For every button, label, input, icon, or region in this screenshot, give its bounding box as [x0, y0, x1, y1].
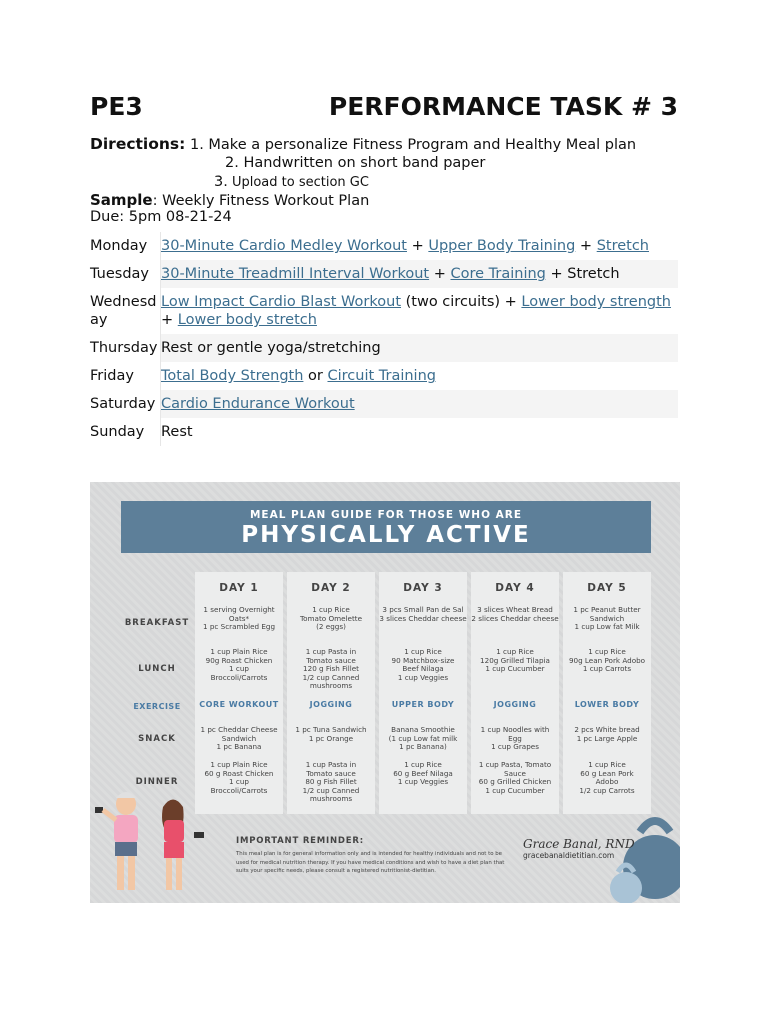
schedule-day: Friday: [90, 368, 134, 384]
author-website: gracebanaldietitian.com: [523, 851, 615, 860]
meal-row-label: DINNER: [135, 777, 179, 787]
schedule-day: Saturday: [90, 390, 160, 418]
schedule-activities: [160, 260, 678, 288]
meal-cell-line: Broccoli/Carrots: [210, 672, 268, 682]
meal-cell-line: 1/2 cup Canned: [302, 672, 360, 682]
meal-cell-line: 1 cup: [229, 777, 249, 787]
activity-text: +: [429, 266, 451, 282]
sample-text: : Weekly Fitness Workout Plan: [152, 193, 370, 209]
meal-cell-line: 1 cup Cucumber: [485, 785, 545, 795]
meal-cell-snack: [195, 726, 283, 752]
meal-cell-line: 1/2 cup Canned: [302, 785, 360, 795]
meal-cell-dinner: [563, 761, 651, 795]
meal-cell-line: 120g Grilled Tilapia: [480, 655, 550, 665]
meal-cell-line: 60 g Beef Nilaga: [393, 768, 453, 778]
meal-cell-line: 1 cup Rice: [588, 760, 626, 769]
meal-cell-snack: [471, 726, 559, 752]
schedule-row-monday: [90, 232, 678, 260]
meal-cell-exercise: [471, 701, 559, 710]
meal-cell-line: Banana Smoothie: [391, 725, 455, 734]
meal-cell-snack: [379, 726, 467, 752]
meal-cell-exercise: [287, 701, 375, 710]
meal-cell-line: 1/2 cup Carrots: [579, 785, 635, 795]
schedule-activities: [160, 334, 678, 362]
directions: [90, 135, 678, 190]
meal-cell-breakfast: [287, 606, 375, 632]
meal-cell-line: 2 slices Cheddar cheese: [471, 613, 559, 623]
sample-line: [90, 191, 369, 210]
activity-text: +: [406, 238, 429, 254]
activity-text: + Stretch: [545, 266, 620, 282]
meal-cell-line: 1 pc Tuna Sandwich: [295, 725, 367, 734]
course-code: PE3: [90, 92, 143, 121]
day-header: DAY 4: [495, 582, 535, 594]
task-title: PERFORMANCE TASK # 3: [328, 92, 678, 121]
workout-link[interactable]: 30-Minute Cardio Medley Workout: [161, 238, 407, 254]
important-reminder: [236, 836, 506, 876]
workout-link[interactable]: Upper Body Training: [428, 238, 576, 254]
meal-cell-line: 1 cup Noodles with: [480, 725, 550, 734]
meal-cell-line: 1 cup Veggies: [397, 672, 449, 682]
schedule-activities: [160, 418, 678, 446]
meal-cell-line: mushrooms: [309, 681, 353, 691]
meal-row-label: LUNCH: [138, 664, 176, 674]
schedule-row-thursday: [90, 334, 678, 362]
author-signature: [523, 837, 635, 860]
workout-link[interactable]: Total Body Strength: [161, 368, 304, 384]
meal-cell-breakfast: [195, 606, 283, 632]
workout-link[interactable]: Stretch: [596, 238, 649, 254]
day-header: DAY 2: [311, 582, 351, 594]
meal-cell-line: JOGGING: [309, 700, 353, 709]
schedule-row-friday: [90, 362, 678, 390]
meal-cell-line: mushrooms: [309, 794, 353, 804]
meal-cell-line: Egg: [508, 733, 522, 743]
meal-cell-breakfast: [471, 606, 559, 623]
schedule-day-part: Wednesd: [90, 294, 157, 310]
meal-cell-line: 1 pc Peanut Butter Sandwich: [573, 605, 641, 623]
meal-cell-line: 1 cup Cucumber: [485, 664, 545, 674]
meal-cell-line: 1 pc Large Apple: [576, 733, 638, 743]
meal-cell-line: UPPER BODY: [391, 700, 455, 709]
reminder-text: This meal plan is for general information only and is intended for healthy individuals and not to be used for medical nutrition therapy. If you have medical conditions and wish to have a diet plan that suits your specific needs, please consult a registered nutritionist-dietitian.: [236, 851, 505, 875]
meal-cell-dinner: [287, 761, 375, 804]
meal-cell-line: Beef Nilaga: [402, 664, 444, 674]
schedule-activities: [160, 362, 678, 390]
schedule-activities: [160, 390, 678, 418]
meal-cell-line: 60 g Grilled Chicken: [478, 777, 552, 787]
activity-text: or: [303, 368, 328, 384]
meal-cell-line: 1 cup Grapes: [491, 742, 539, 752]
meal-cell-line: (1 cup Low fat milk: [388, 733, 458, 743]
meal-cell-line: Sandwich: [221, 733, 257, 743]
schedule-day: Sunday: [90, 424, 145, 440]
workout-link[interactable]: 30-Minute Treadmill Interval Workout: [161, 266, 430, 282]
meal-cell-line: 1 cup Carrots: [582, 664, 632, 674]
meal-cell-breakfast: [563, 606, 651, 632]
meal-cell-line: JOGGING: [493, 700, 537, 709]
meal-cell-line: 1 cup: [229, 664, 249, 674]
meal-cell-line: 1 cup Rice: [404, 647, 442, 656]
meal-cell-line: Tomato Omelette: [299, 613, 363, 623]
meal-cell-line: 1 cup Plain Rice: [210, 647, 268, 656]
day-header: DAY 1: [219, 582, 259, 594]
meal-cell-line: 1 cup Pasta in: [305, 760, 357, 769]
schedule-day-part: ay: [90, 312, 108, 328]
meal-cell-line: 1 pc Orange: [308, 733, 354, 743]
workout-link[interactable]: Circuit Training: [327, 368, 436, 384]
day-header: DAY 5: [587, 582, 627, 594]
meal-cell-breakfast: [379, 606, 467, 623]
schedule-row-sunday: [90, 418, 678, 446]
meal-cell-line: 90g Lean Pork Adobo: [568, 655, 646, 665]
direction-item-3: 3. Upload to section GC: [214, 174, 369, 190]
meal-cell-line: 1 cup Rice: [496, 647, 534, 656]
meal-cell-dinner: [471, 761, 559, 795]
schedule-day: Tuesday: [90, 260, 160, 288]
meal-cell-exercise: [195, 701, 283, 710]
workout-link[interactable]: Lower body strength: [521, 294, 671, 310]
meal-plan-header: [121, 501, 651, 553]
meal-cell-lunch: [471, 648, 559, 674]
exercising-people-illustration: [90, 782, 220, 903]
meal-cell-line: 120 g Fish Fillet: [303, 664, 359, 674]
workout-link[interactable]: Lower body stretch: [177, 312, 317, 328]
meal-cell-line: 2 pcs White bread: [574, 725, 640, 734]
meal-cell-dinner: [379, 761, 467, 787]
meal-cell-line: CORE WORKOUT: [199, 700, 279, 709]
meal-cell-line: (2 eggs): [316, 622, 346, 632]
schedule-activities: [160, 232, 678, 260]
title-row: [90, 92, 678, 126]
due-date: Due: 5pm 08-21-24: [90, 209, 232, 225]
activity-text: +: [161, 312, 178, 328]
meal-cell-line: 1 cup Plain Rice: [210, 760, 268, 769]
meal-cell-line: 1 pc Scrambled Egg: [202, 622, 276, 632]
meal-cell-exercise: [563, 701, 651, 710]
meal-cell-lunch: [563, 648, 651, 674]
meal-cell-line: 1 cup Rice: [404, 760, 442, 769]
activity-text: +: [575, 238, 597, 254]
schedule-day: Thursday: [90, 334, 160, 362]
meal-cell-line: 60 g Roast Chicken: [204, 768, 274, 778]
meal-row-label: SNACK: [138, 734, 176, 744]
meal-cell-line: Adobo: [595, 777, 619, 787]
meal-row-label: EXERCISE: [133, 702, 181, 711]
meal-cell-line: LOWER BODY: [574, 700, 640, 709]
activity-text: Rest: [161, 424, 193, 440]
day-header: DAY 3: [403, 582, 443, 594]
meal-cell-line: 90g Roast Chicken: [205, 655, 273, 665]
direction-item-2: 2. Handwritten on short band paper: [225, 155, 486, 171]
reminder-title: IMPORTANT REMINDER:: [236, 836, 364, 846]
meal-cell-line: 1 cup Rice: [312, 605, 350, 614]
meal-cell-lunch: [287, 648, 375, 691]
meal-cell-line: 80 g Fish Fillet: [305, 777, 357, 787]
meal-cell-snack: [563, 726, 651, 743]
meal-cell-line: 1 cup Pasta in: [305, 647, 357, 656]
meal-cell-line: Tomato sauce: [306, 768, 356, 778]
meal-cell-line: 1 cup Veggies: [397, 777, 449, 787]
weekly-schedule-table: [90, 232, 678, 446]
activity-text: (two circuits) +: [401, 294, 522, 310]
meal-row-label: BREAKFAST: [124, 618, 190, 628]
sample-label: Sample: [90, 191, 153, 209]
directions-label: Directions:: [90, 135, 186, 153]
meal-cell-line: Broccoli/Carrots: [210, 785, 268, 795]
meal-cell-line: 1 cup Rice: [588, 647, 626, 656]
meal-cell-line: 60 g Lean Pork: [580, 768, 634, 778]
workout-link[interactable]: Cardio Endurance Workout: [161, 396, 355, 412]
meal-cell-line: 1 cup Low fat Milk: [574, 622, 640, 632]
meal-cell-lunch: [379, 648, 467, 682]
meal-cell-line: 1 pc Cheddar Cheese: [200, 725, 278, 734]
meal-cell-line: Sauce: [504, 768, 526, 778]
workout-link[interactable]: Core Training: [450, 266, 546, 282]
schedule-row-saturday: [90, 390, 678, 418]
workout-link[interactable]: Low Impact Cardio Blast Workout: [161, 294, 402, 310]
meal-cell-line: 3 slices Cheddar cheese: [379, 613, 467, 623]
schedule-day: [90, 288, 160, 334]
meal-cell-line: 1 pc Banana: [216, 742, 262, 752]
meal-cell-line: 90 Matchbox-size: [391, 655, 455, 665]
meal-cell-line: Tomato sauce: [306, 655, 356, 665]
meal-cell-line: 3 slices Wheat Bread: [477, 605, 553, 614]
meal-cell-lunch: [195, 648, 283, 682]
meal-cell-exercise: [379, 701, 467, 710]
meal-cell-line: 1 pc Banana): [399, 742, 447, 752]
meal-plan-title: PHYSICALLY ACTIVE: [241, 522, 531, 548]
meal-cell-snack: [287, 726, 375, 743]
author-name: Grace Banal, RND: [523, 837, 635, 851]
meal-cell-line: 1 cup Pasta, Tomato: [478, 760, 552, 769]
schedule-row-tuesday: [90, 260, 678, 288]
activity-text: Rest or gentle yoga/stretching: [161, 340, 381, 356]
meal-cell-line: 3 pcs Small Pan de Sal: [382, 605, 464, 614]
meal-plan-image: [90, 482, 680, 903]
schedule-day: Monday: [90, 238, 148, 254]
meal-plan-subtitle: MEAL PLAN GUIDE FOR THOSE WHO ARE: [249, 509, 523, 521]
schedule-activities: [160, 288, 678, 334]
schedule-row-wednesday: [90, 288, 678, 334]
direction-item-1: 1. Make a personalize Fitness Program and Healthy Meal plan: [185, 137, 637, 153]
meal-cell-line: 1 serving Overnight Oats*: [203, 605, 275, 623]
